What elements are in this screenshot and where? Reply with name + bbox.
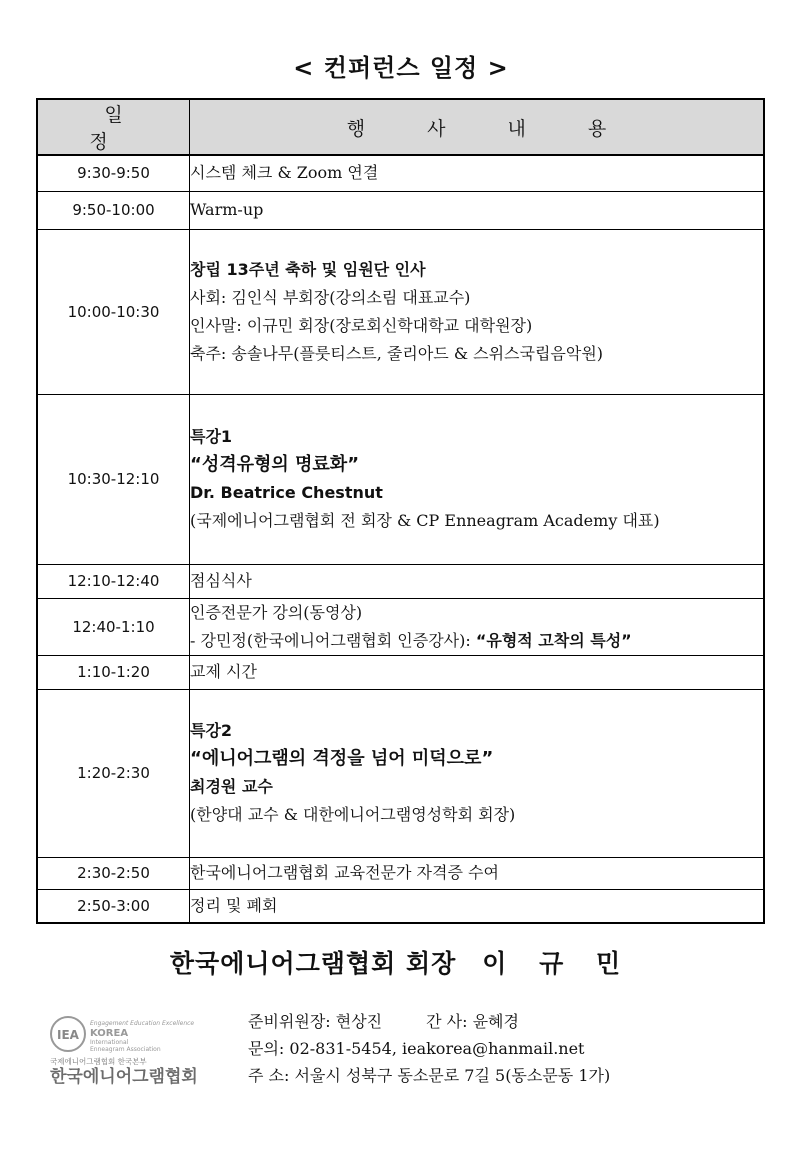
row-event (190, 655, 765, 689)
committee-chair: 준비위원장: 현상진 (248, 1012, 383, 1031)
lecture-title: “에니어그램의 격정을 넘어 미덕으로” (190, 748, 494, 769)
event-line: 한국에니어그램협회 교육전문가 자격증 수여 (190, 863, 499, 882)
event-line: 정리 및 폐회 (190, 895, 278, 915)
row-event (190, 598, 765, 655)
lecturer-name: Dr. Beatrice Chestnut (190, 483, 383, 502)
lecturer-role: (국제에니어그램협회 전 회장 & CP Enneagram Academy 대표) (190, 511, 660, 530)
logo-mark: IEA (57, 1028, 79, 1042)
lecture-label: 특강1 (190, 427, 233, 446)
event-line: 시스템 체크 & Zoom 연결 (190, 163, 379, 183)
row-time: 2:30-2:50 (37, 857, 190, 889)
header-event: 행 사 내 용 (190, 99, 765, 155)
table-row (37, 655, 764, 689)
header-time: 일 정 (37, 99, 190, 155)
logo-korea: KOREA (90, 1028, 129, 1039)
logo-org-name: 한국에니어그램협회 (50, 1067, 198, 1087)
table-row (37, 564, 764, 598)
row-time: 12:40-1:10 (37, 598, 190, 655)
row-event (190, 394, 765, 564)
logo-intl-1: International (90, 1039, 129, 1046)
event-line: 인증전문가 강의(동영상) (190, 602, 363, 622)
event-line: Warm-up (190, 200, 264, 219)
organizer-signature (0, 944, 802, 980)
row-time: 12:10-12:40 (37, 564, 190, 598)
event-line: 인사말: 이규민 회장(장로회신학대학교 대학원장) (190, 315, 533, 335)
table-row (37, 155, 764, 191)
row-time: 2:50-3:00 (37, 889, 190, 923)
row-event (190, 564, 765, 598)
table-row (37, 229, 764, 394)
lecture-label: 특강2 (190, 721, 233, 740)
lecture-title: “유형적 고착의 특성” (475, 630, 632, 650)
table-row (37, 689, 764, 857)
row-event (190, 857, 765, 889)
table-row (37, 598, 764, 655)
page-title: < 컨퍼런스 일정 > (293, 54, 509, 82)
event-line: 점심식사 (190, 571, 252, 590)
table-row (37, 857, 764, 889)
event-line: 축주: 송솔나무(플룻티스트, 줄리아드 & 스위스국립음악원) (190, 343, 604, 363)
logo-branch: 국제에니어그램협회 한국본부 (50, 1057, 147, 1066)
logo-tagline: Engagement Education Excellence (90, 1020, 195, 1027)
president-name: 이 규 민 (482, 949, 633, 978)
event-heading: 창립 13주년 축하 및 임원단 인사 (190, 259, 426, 279)
table-row (37, 191, 764, 229)
row-time: 1:20-2:30 (37, 689, 190, 857)
row-time: 9:50-10:00 (37, 191, 190, 229)
table-row (37, 889, 764, 923)
row-time: 10:00-10:30 (37, 229, 190, 394)
event-line: 교제 시간 (190, 662, 257, 681)
row-event (190, 191, 765, 229)
event-line: - 강민정(한국에니어그램협회 인증강사): (190, 630, 476, 650)
table-header-row (37, 99, 764, 155)
event-line: 사회: 김인식 부회장(강의소림 대표교수) (190, 287, 471, 307)
inquiry-line: 문의: 02-831-5454, ieakorea@hanmail.net (248, 1039, 585, 1058)
row-event (190, 689, 765, 857)
schedule-table (36, 98, 765, 924)
address-line: 주 소: 서울시 성북구 동소문로 7길 5(동소문동 1가) (248, 1066, 611, 1085)
secretary: 간 사: 윤혜경 (426, 1012, 519, 1031)
row-time: 9:30-9:50 (37, 155, 190, 191)
lecturer-name: 최경원 교수 (190, 777, 273, 796)
lecture-title: “성격유형의 명료화” (190, 454, 360, 475)
row-time: 1:10-1:20 (37, 655, 190, 689)
lecturer-role: (한양대 교수 & 대한에니어그램영성학회 회장) (190, 805, 516, 824)
iea-korea-logo (48, 1014, 228, 1094)
logo-intl-2: Enneagram Association (90, 1046, 161, 1053)
row-event (190, 889, 765, 923)
contact-info (248, 1008, 610, 1089)
organizer-title: 한국에니어그램협회 회장 (169, 949, 457, 978)
table-row (37, 394, 764, 564)
row-event (190, 229, 765, 394)
row-event (190, 155, 765, 191)
row-time: 10:30-12:10 (37, 394, 190, 564)
